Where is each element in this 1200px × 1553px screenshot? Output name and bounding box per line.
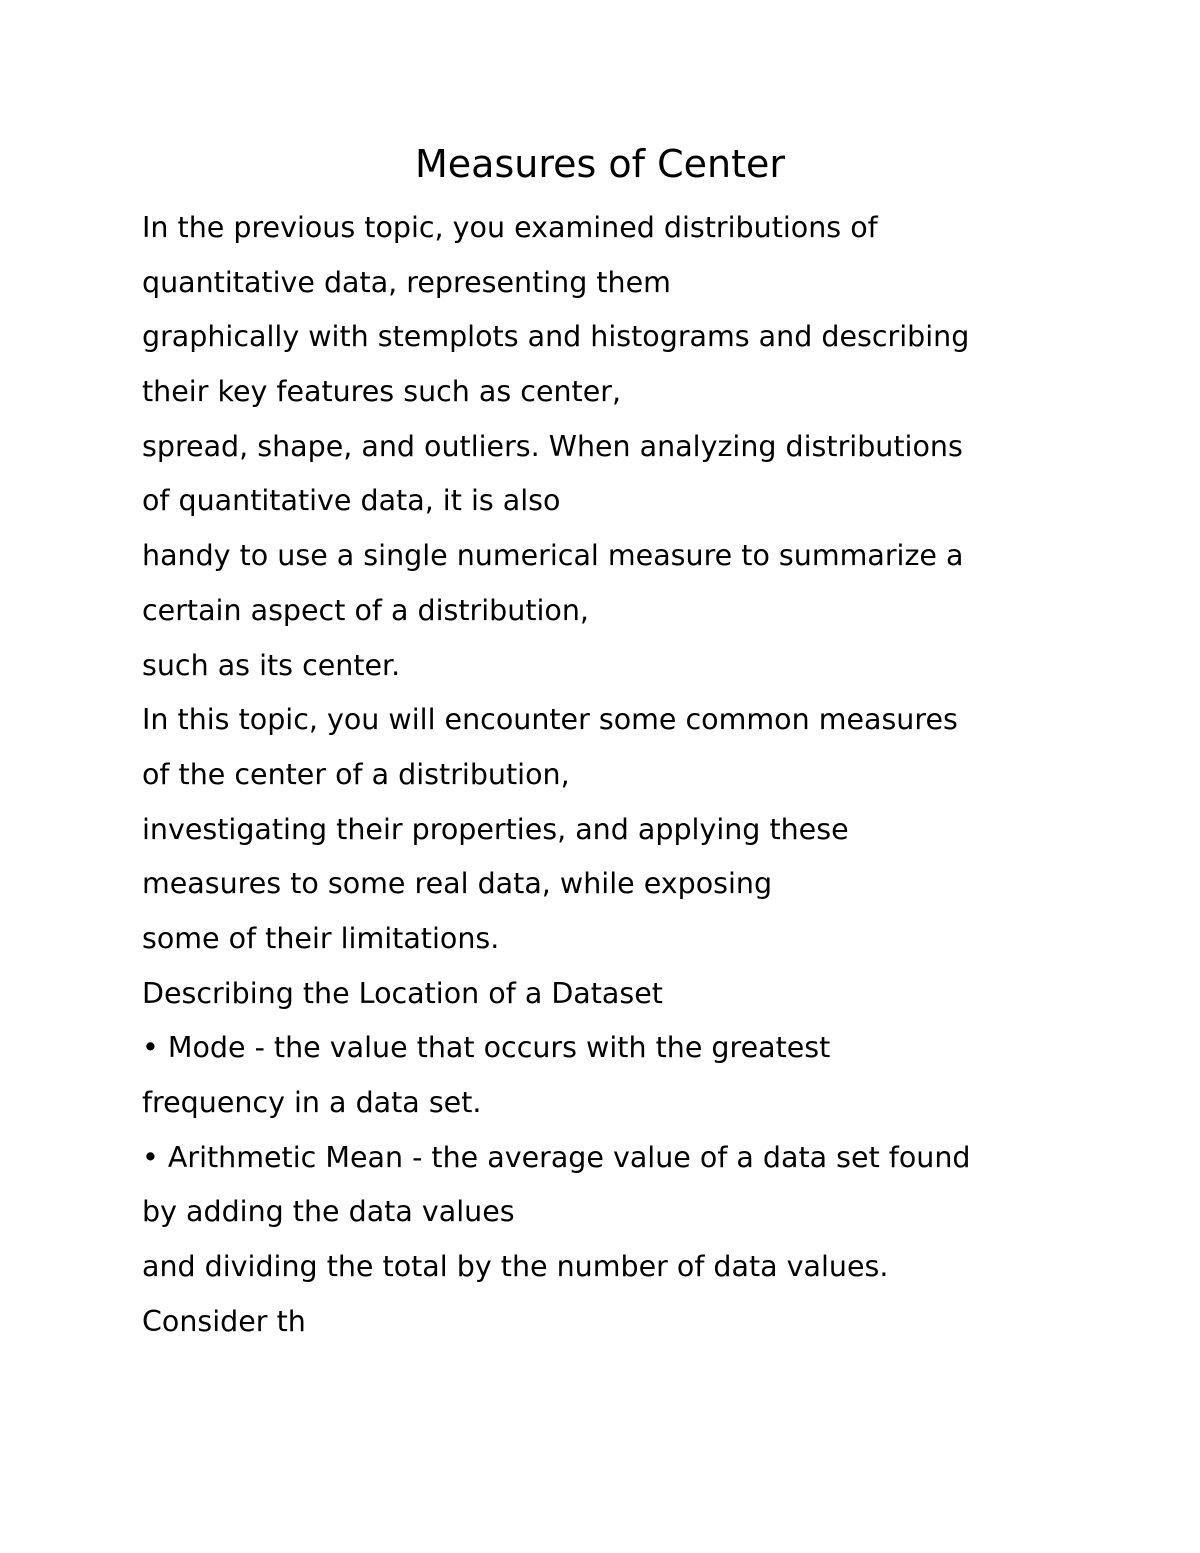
text-line: of the center of a distribution, — [142, 757, 570, 791]
text-line: Consider th — [142, 1304, 306, 1338]
text-line: such as its center. — [142, 648, 401, 682]
text-line: In the previous topic, you examined distributions of — [142, 211, 878, 244]
text-line: In this topic, you will encounter some common measures — [142, 703, 958, 737]
text-line: graphically with stemplots and histograms and describing — [142, 320, 970, 354]
text-line: and dividing the total by the number of data values. — [142, 1250, 889, 1284]
text-line: measures to some real data, while exposing — [142, 867, 773, 901]
text-line: quantitative data, representing them — [142, 265, 671, 299]
text-line: handy to use a single numerical measure to summarize a — [142, 539, 964, 573]
bullet-item-mode: • Mode - the value that occurs with the greatest — [142, 1031, 831, 1065]
section-heading: Describing the Location of a Dataset — [142, 976, 663, 1010]
text-line: spread, shape, and outliers. When analyzing distributions — [142, 429, 963, 463]
bullet-item-arithmetic-mean: • Arithmetic Mean - the average value of a data set found — [142, 1140, 971, 1174]
text-line: frequency in a data set. — [142, 1086, 482, 1119]
text-line: some of their limitations. — [142, 921, 500, 955]
text-line: of quantitative data, it is also — [142, 484, 561, 518]
document-title: Measures of Center — [415, 142, 785, 186]
text-line: by adding the data values — [142, 1195, 515, 1229]
document-body — [142, 201, 1142, 1349]
text-line: their key features such as center, — [142, 375, 622, 409]
text-line: investigating their properties, and applying these — [142, 812, 849, 846]
text-line: certain aspect of a distribution, — [142, 593, 589, 627]
